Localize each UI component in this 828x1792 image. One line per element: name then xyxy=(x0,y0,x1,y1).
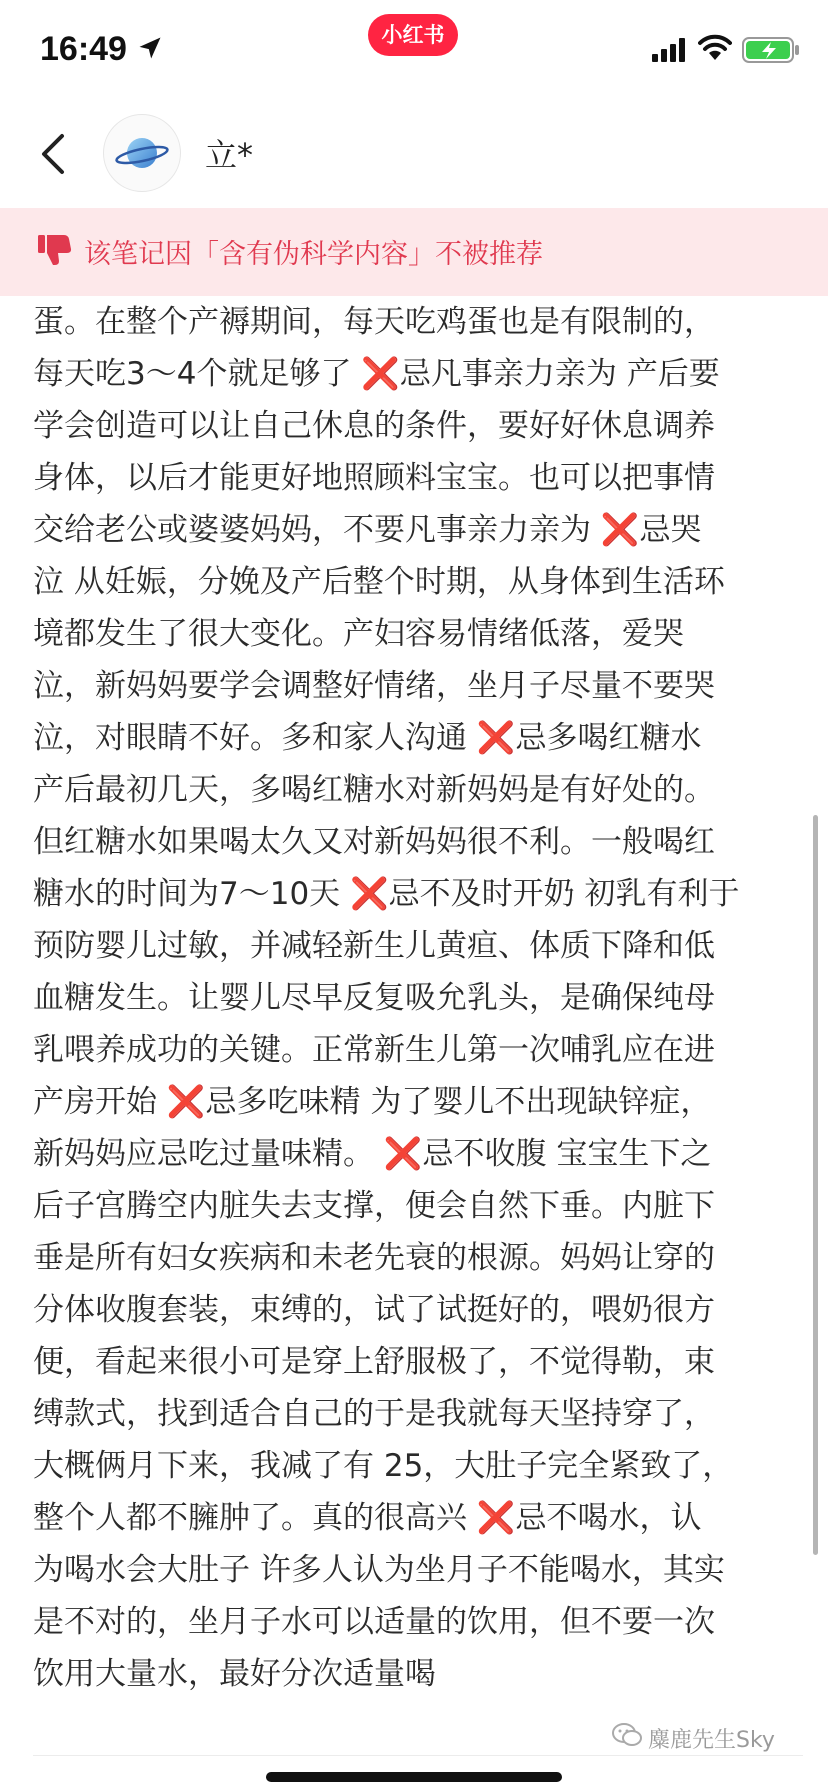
cross-mark-icon: ❌ xyxy=(166,1084,206,1120)
chevron-left-icon[interactable] xyxy=(36,130,70,178)
note-body-line: 产后最初几天，多喝红糖水对新妈妈是有好处的。 xyxy=(33,772,715,808)
home-indicator[interactable] xyxy=(266,1772,562,1782)
note-body-line: 糖水的时间为7～10天 ❌忌不及时开奶 初乳有利于 xyxy=(33,876,740,912)
note-body-line: 身体，以后才能更好地照顾料宝宝。也可以把事情 xyxy=(33,460,715,496)
status-time: 16:49 xyxy=(40,30,127,68)
wifi-icon xyxy=(698,34,732,62)
author-name[interactable]: 立* xyxy=(205,136,254,174)
note-body-line: 每天吃3～4个就足够了 ❌忌凡事亲力亲为 产后要 xyxy=(33,356,720,392)
app-logo-badge: 小红书 xyxy=(368,14,458,56)
note-body-line: 境都发生了很大变化。产妇容易情绪低落，爱哭 xyxy=(33,616,684,652)
cellular-signal-icon xyxy=(652,38,688,62)
note-body-line: 乳喂养成功的关键。正常新生儿第一次哺乳应在进 xyxy=(33,1032,715,1068)
author-avatar[interactable] xyxy=(103,114,181,192)
note-body-line: 整个人都不臃肿了。真的很高兴 ❌忌不喝水，认 xyxy=(33,1500,702,1536)
note-body-line: 泣，新妈妈要学会调整好情绪，坐月子尽量不要哭 xyxy=(33,668,715,704)
planet-icon xyxy=(114,129,170,177)
thumbs-down-icon xyxy=(36,232,72,268)
note-body-line: 蛋。在整个产褥期间，每天吃鸡蛋也是有限制的， xyxy=(33,304,715,340)
note-body-line: 饮用大量水，最好分次适量喝 xyxy=(33,1656,436,1692)
note-body-line: 缚款式，找到适合自己的于是我就每天坚持穿了， xyxy=(33,1396,715,1432)
cross-mark-icon: ❌ xyxy=(476,720,516,756)
status-bar xyxy=(0,0,828,100)
scrollbar-thumb[interactable] xyxy=(813,815,818,1555)
note-header xyxy=(0,100,828,206)
note-body-line: 泣，对眼睛不好。多和家人沟通 ❌忌多喝红糖水 xyxy=(33,720,702,756)
note-body-line: 预防婴儿过敏，并减轻新生儿黄疸、体质下降和低 xyxy=(33,928,715,964)
note-body-line: 是不对的，坐月子水可以适量的饮用，但不要一次 xyxy=(33,1604,715,1640)
note-body-line: 学会创造可以让自己休息的条件，要好好休息调养 xyxy=(33,408,715,444)
note-body xyxy=(33,296,793,1700)
cross-mark-icon: ❌ xyxy=(350,876,389,912)
cross-mark-icon: ❌ xyxy=(361,356,400,392)
note-body-line: 垂是所有妇女疾病和未老先衰的根源。妈妈让穿的 xyxy=(33,1240,715,1276)
note-body-line: 为喝水会大肚子 许多人认为坐月子不能喝水，其实 xyxy=(33,1552,725,1588)
note-body-line: 新妈妈应忌吃过量味精。 ❌忌不收腹 宝宝生下之 xyxy=(33,1136,712,1172)
cross-mark-icon: ❌ xyxy=(383,1136,423,1172)
wechat-icon xyxy=(612,1722,642,1748)
note-body-line: 泣 从妊娠，分娩及产后整个时期，从身体到生活环 xyxy=(33,564,725,600)
note-body-line: 便，看起来很小可是穿上舒服极了，不觉得勒，束 xyxy=(33,1344,715,1380)
note-body-line: 但红糖水如果喝太久又对新妈妈很不利。一般喝红 xyxy=(33,824,715,860)
note-body-line: 交给老公或婆婆妈妈，不要凡事亲力亲为 ❌忌哭 xyxy=(33,512,702,548)
watermark: 麋鹿先生Sky xyxy=(648,1728,775,1753)
note-body-line: 血糖发生。让婴儿尽早反复吸允乳头，是确保纯母 xyxy=(33,980,715,1016)
not-recommended-banner xyxy=(0,208,828,296)
divider xyxy=(33,1755,803,1756)
cross-mark-icon: ❌ xyxy=(600,512,640,548)
warning-text: 该笔记因「含有伪科学内容」不被推荐 xyxy=(84,239,543,270)
cross-mark-icon: ❌ xyxy=(476,1500,516,1536)
note-body-line: 分体收腹套装，束缚的，试了试挺好的，喂奶很方 xyxy=(33,1292,715,1328)
note-body-line: 产房开始 ❌忌多吃味精 为了婴儿不出现缺锌症， xyxy=(33,1084,712,1120)
note-body-line: 大概俩月下来，我减了有 25，大肚子完全紧致了， xyxy=(33,1448,734,1484)
location-arrow-icon xyxy=(136,34,164,62)
note-body-line: 后子宫腾空内脏失去支撑，便会自然下垂。内脏下 xyxy=(33,1188,715,1224)
battery-charging-icon xyxy=(742,36,802,64)
